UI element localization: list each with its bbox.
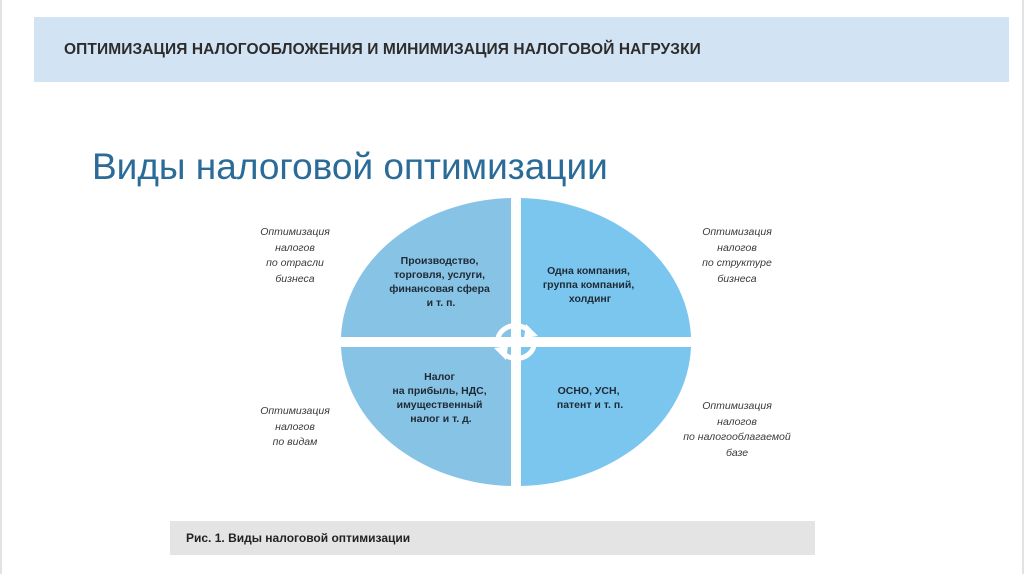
slide-frame-left: [0, 0, 2, 574]
label-line: по структуре: [702, 257, 772, 269]
header-title: ОПТИМИЗАЦИЯ НАЛОГООБЛОЖЕНИЯ И МИНИМИЗАЦИЯ НАЛОГОВОЙ НАГРУЗКИ: [64, 41, 701, 58]
label-line: бизнеса: [275, 272, 315, 285]
label-line: по видам: [272, 436, 318, 448]
label-line: налогов: [717, 415, 757, 428]
label-line: по налогооблагаемой: [683, 431, 791, 443]
header-bar: [34, 17, 1009, 82]
label-line: Оптимизация: [702, 226, 772, 238]
quadrant-bottom-right: [521, 347, 691, 486]
quadrant-text-bottom-right: ОСНО, УСН, патент и т. п.: [556, 385, 624, 411]
quadrant-diagram: [340, 197, 692, 487]
label-line: Оптимизация: [260, 405, 330, 417]
quadrant-text-top-right: Одна компания, группа компаний, холдинг: [542, 265, 635, 305]
label-line: базе: [725, 446, 749, 459]
quadrant-top-left: [341, 198, 511, 337]
quadrant-text-top-left: Производство, торговля, услуги, финансовая сфера и т. п.: [389, 255, 490, 309]
label-line: налогов: [275, 420, 315, 433]
label-line: бизнеса: [717, 272, 757, 285]
figure-caption-bar: [170, 521, 815, 555]
slide-title: Виды налоговой оптимизации: [92, 146, 608, 187]
label-line: налогов: [717, 241, 757, 254]
label-line: по отрасли: [266, 257, 324, 269]
quadrant-text-bottom-left: Налог на прибыль, НДС, имущественный налог и т. д.: [392, 371, 487, 425]
label-line: налогов: [275, 241, 315, 254]
label-line: Оптимизация: [260, 226, 330, 238]
label-line: Оптимизация: [702, 400, 772, 412]
figure-caption: Рис. 1. Виды налоговой оптимизации: [186, 531, 411, 545]
